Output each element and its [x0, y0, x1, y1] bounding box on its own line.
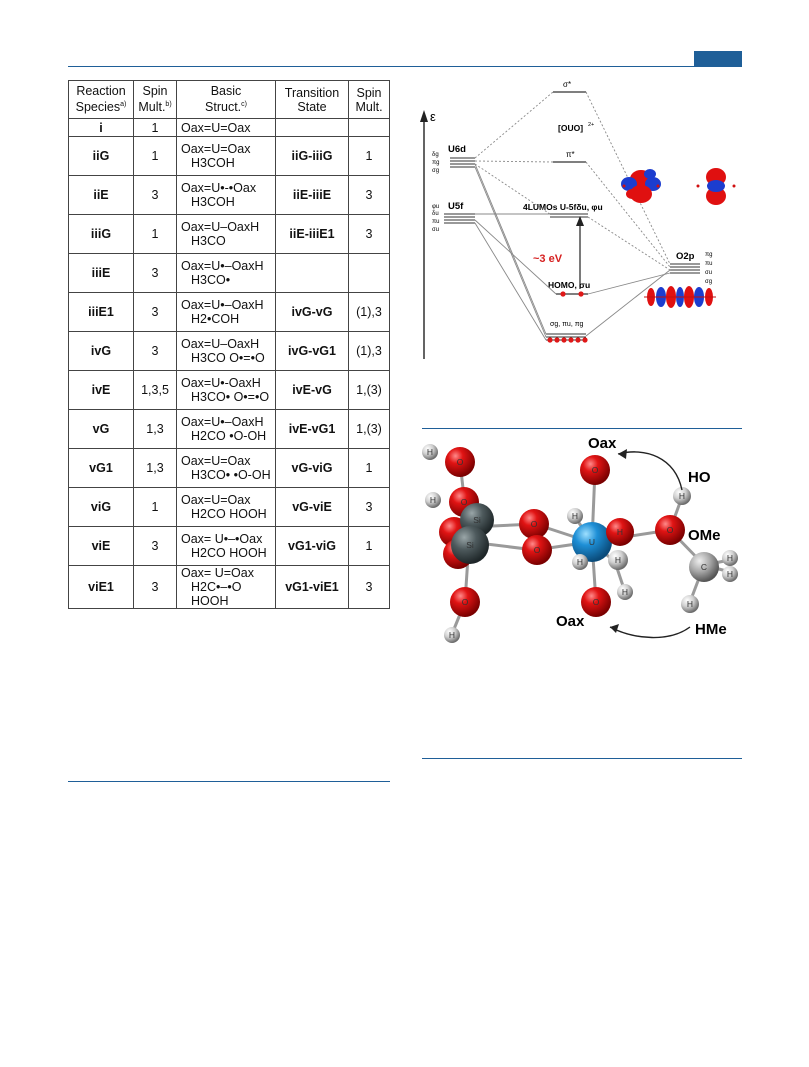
species-cell: iiiE1 — [69, 293, 134, 332]
species-cell: viG — [69, 488, 134, 527]
struct-cell — [177, 566, 276, 609]
spin-cell: 1 — [134, 119, 177, 137]
table-row — [69, 449, 390, 488]
svg-text:H: H — [429, 495, 437, 505]
header-rule — [68, 66, 742, 67]
table-row — [69, 332, 390, 371]
spin-cell: 3 — [134, 254, 177, 293]
svg-text:U: U — [588, 537, 596, 547]
u5f-level-2: πu — [432, 219, 440, 225]
col-header-species: Reaction Species$^{a)}$ — [69, 81, 134, 119]
table-row — [69, 371, 390, 410]
energy-axis-arrow — [420, 110, 428, 122]
svg-text:H: H — [678, 491, 686, 501]
u5f-level-0: φu — [432, 204, 440, 210]
table-row — [69, 527, 390, 566]
struct-line-top: Oax=U=Oax — [181, 120, 251, 135]
spin-cell: 3 — [134, 293, 177, 332]
lumo-levels — [550, 214, 588, 217]
homo-electron — [578, 291, 583, 296]
mo-diagram — [418, 74, 743, 364]
spin-cell: 1,3,5 — [134, 371, 177, 410]
ts-cell: ivG-vG1 — [276, 332, 349, 371]
struct-line-top: Oax=U=Oax — [181, 454, 251, 468]
struct-line-top: Oax= U•–•Oax — [181, 532, 263, 546]
svg-text:O: O — [456, 457, 464, 467]
u5f-levels — [444, 214, 475, 223]
spin-cell: 1,3 — [134, 410, 177, 449]
struct-line-top: Oax=U•-OaxH — [181, 376, 261, 390]
ts-cell: iiG-iiiG — [276, 137, 349, 176]
svg-text:Si: Si — [473, 515, 481, 525]
struct-line-top: Oax=U–OaxH — [181, 337, 260, 351]
energy-axis-label: ε — [430, 109, 436, 124]
species-cell: i — [69, 119, 134, 137]
ts-spin-cell — [349, 119, 390, 137]
ts-spin-cell: 1 — [349, 449, 390, 488]
header-accent-tab — [694, 51, 742, 66]
struct-cell — [177, 410, 276, 449]
sigma-star-label: σ* — [563, 80, 572, 89]
svg-text:H: H — [726, 569, 734, 579]
ts-spin-cell: (1),3 — [349, 332, 390, 371]
u6d-levels — [450, 158, 475, 167]
species-cell: iiiE — [69, 254, 134, 293]
col-header-ts-spin: Spin Mult. — [349, 81, 390, 119]
species-cell: vG — [69, 410, 134, 449]
o2p-level-0: πg — [705, 252, 713, 258]
u6d-level-1: πg — [432, 160, 440, 166]
struct-cell — [177, 371, 276, 410]
struct-cell — [177, 215, 276, 254]
spin-cell: 3 — [134, 566, 177, 609]
species-cell: iiE — [69, 176, 134, 215]
struct-line-bottom: H3COH — [191, 156, 235, 170]
svg-text:H: H — [571, 511, 579, 521]
figure-panel-rule-top — [422, 428, 742, 429]
o2p-level-1: πu — [705, 261, 713, 267]
ts-cell: iiE-iiiE — [276, 176, 349, 215]
transfer-arrow-bottom — [610, 627, 690, 638]
u6d-label: U6d — [448, 144, 466, 155]
spin-cell: 1 — [134, 137, 177, 176]
ts-cell: vG-viE — [276, 488, 349, 527]
struct-cell — [177, 488, 276, 527]
oax-top-label: Oax — [588, 435, 617, 452]
transfer-arrow-top — [618, 452, 682, 490]
ts-cell — [276, 119, 349, 137]
species-cell: vG1 — [69, 449, 134, 488]
struct-cell — [177, 137, 276, 176]
struct-line-bottom: H2CO •O-OH — [191, 429, 267, 443]
species-cell: ivG — [69, 332, 134, 371]
o2p-levels — [670, 264, 700, 273]
struct-line-bottom: H3COH — [191, 195, 235, 209]
species-cell: iiG — [69, 137, 134, 176]
struct-line-bottom: H3CO — [191, 234, 226, 248]
ts-spin-cell: 3 — [349, 215, 390, 254]
ts-cell: ivE-vG — [276, 371, 349, 410]
struct-line-top: Oax=U•-•Oax — [181, 181, 257, 195]
col-header-struct: Basic Struct.$^{c)}$ — [177, 81, 276, 119]
orbital-homo-image — [644, 286, 716, 308]
struct-line-bottom: H3CO• O•=•O — [191, 390, 270, 404]
table-header-row — [69, 81, 390, 119]
pi-star-label: π* — [566, 150, 575, 159]
svg-text:O: O — [591, 465, 599, 475]
ho-label: HO — [688, 469, 711, 486]
ts-spin-cell: 1,(3) — [349, 410, 390, 449]
figure-panel-rule-bottom — [422, 758, 742, 759]
o2p-level-2: σu — [705, 270, 713, 276]
table-row — [69, 119, 390, 137]
struct-line-bottom: H2CO HOOH — [191, 546, 267, 560]
orbital-lumo-delta-image — [697, 168, 736, 205]
ts-spin-cell: (1),3 — [349, 293, 390, 332]
svg-text:H: H — [426, 447, 434, 457]
ts-spin-cell: 1 — [349, 527, 390, 566]
left-column-bottom-rule — [68, 781, 390, 782]
struct-line-top: Oax=U=Oax — [181, 142, 251, 156]
o2p-label: O2p — [676, 251, 695, 262]
svg-text:H: H — [614, 555, 622, 565]
ts-spin-cell: 3 — [349, 488, 390, 527]
svg-text:H: H — [726, 553, 734, 563]
ome-label: OMe — [688, 527, 721, 544]
ts-cell: ivG-vG — [276, 293, 349, 332]
svg-text:H: H — [616, 527, 624, 537]
oax-bottom-label: Oax — [556, 613, 585, 630]
spin-cell: 1 — [134, 488, 177, 527]
table-row — [69, 215, 390, 254]
struct-cell — [177, 176, 276, 215]
struct-cell — [177, 293, 276, 332]
hme-label: HMe — [695, 621, 727, 638]
svg-text:Si: Si — [466, 540, 474, 550]
struct-line-top: Oax=U•–OaxH — [181, 259, 264, 273]
svg-text:H: H — [576, 557, 584, 567]
ts-cell: vG1-viE1 — [276, 566, 349, 609]
molecular-structure — [420, 432, 745, 657]
spin-cell: 3 — [134, 176, 177, 215]
svg-text:O: O — [460, 497, 468, 507]
svg-text:O: O — [666, 525, 674, 535]
struct-line-bottom: H2C•–•O HOOH — [191, 580, 242, 608]
ts-spin-cell: 3 — [349, 176, 390, 215]
table-row — [69, 566, 390, 609]
table-row — [69, 254, 390, 293]
u6d-level-0: δg — [432, 152, 439, 158]
ts-spin-cell — [349, 254, 390, 293]
bonding-label: σg, πu, πg — [550, 321, 584, 328]
struct-line-bottom: H2CO HOOH — [191, 507, 267, 521]
spin-cell: 3 — [134, 527, 177, 566]
spin-cell: 1 — [134, 215, 177, 254]
table-row — [69, 410, 390, 449]
reaction-species-table — [68, 80, 390, 609]
u5f-level-3: σu — [432, 227, 440, 233]
svg-text:H: H — [448, 630, 456, 640]
table-row — [69, 176, 390, 215]
species-cell: ivE — [69, 371, 134, 410]
u6d-level-2: σg — [432, 168, 440, 174]
ts-cell — [276, 254, 349, 293]
transfer-arrow-bottom-head — [610, 624, 619, 633]
gap-label: ~3 eV — [533, 253, 563, 265]
struct-line-top: Oax=U•–OaxH — [181, 298, 264, 312]
ouo-label: [OUO] — [558, 123, 584, 133]
struct-cell — [177, 332, 276, 371]
svg-text:O: O — [533, 545, 541, 555]
struct-cell — [177, 254, 276, 293]
struct-line-bottom: H3CO• •O-OH — [191, 468, 271, 482]
struct-line-top: Oax= U=Oax — [181, 566, 254, 580]
col-header-spin: Spin Mult.$^{b)}$ — [134, 81, 177, 119]
struct-line-bottom: H3CO O•=•O — [191, 351, 265, 365]
ts-spin-cell: 1,(3) — [349, 371, 390, 410]
ts-cell: vG-viG — [276, 449, 349, 488]
ts-spin-cell: 1 — [349, 137, 390, 176]
struct-line-bottom: H3CO• — [191, 273, 231, 287]
homo-electron — [560, 291, 565, 296]
u5f-level-1: δu — [432, 211, 439, 217]
spin-cell: 1,3 — [134, 449, 177, 488]
svg-text:C: C — [700, 562, 708, 572]
svg-text:O: O — [592, 597, 600, 607]
homo-label: HOMO, σu — [548, 280, 591, 290]
struct-cell — [177, 449, 276, 488]
struct-cell — [177, 119, 276, 137]
o2p-level-3: σg — [705, 279, 713, 285]
lumo-label: 4LUMOs U-5fδu, φu — [523, 202, 603, 212]
svg-text:H: H — [686, 599, 694, 609]
struct-line-top: Oax=U–OaxH — [181, 220, 260, 234]
species-cell: viE — [69, 527, 134, 566]
ts-spin-cell: 3 — [349, 566, 390, 609]
table-row — [69, 137, 390, 176]
struct-cell — [177, 527, 276, 566]
table-row — [69, 488, 390, 527]
transfer-arrow-top-head — [618, 449, 627, 459]
svg-text:H: H — [621, 587, 629, 597]
ouo-charge: 2+ — [588, 122, 595, 128]
svg-text:O: O — [461, 597, 469, 607]
ts-cell: vG1-viG — [276, 527, 349, 566]
table-row — [69, 293, 390, 332]
svg-text:O: O — [530, 519, 538, 529]
species-cell: viE1 — [69, 566, 134, 609]
col-header-ts: Transition State — [276, 81, 349, 119]
orbital-lumo-phi-image — [621, 169, 661, 203]
ts-cell: ivE-vG1 — [276, 410, 349, 449]
struct-line-bottom: H2•COH — [191, 312, 240, 326]
spin-cell: 3 — [134, 332, 177, 371]
species-cell: iiiG — [69, 215, 134, 254]
struct-line-top: Oax=U=Oax — [181, 493, 251, 507]
ts-cell: iiE-iiiE1 — [276, 215, 349, 254]
struct-line-top: Oax=U•–OaxH — [181, 415, 264, 429]
u5f-label: U5f — [448, 201, 464, 212]
